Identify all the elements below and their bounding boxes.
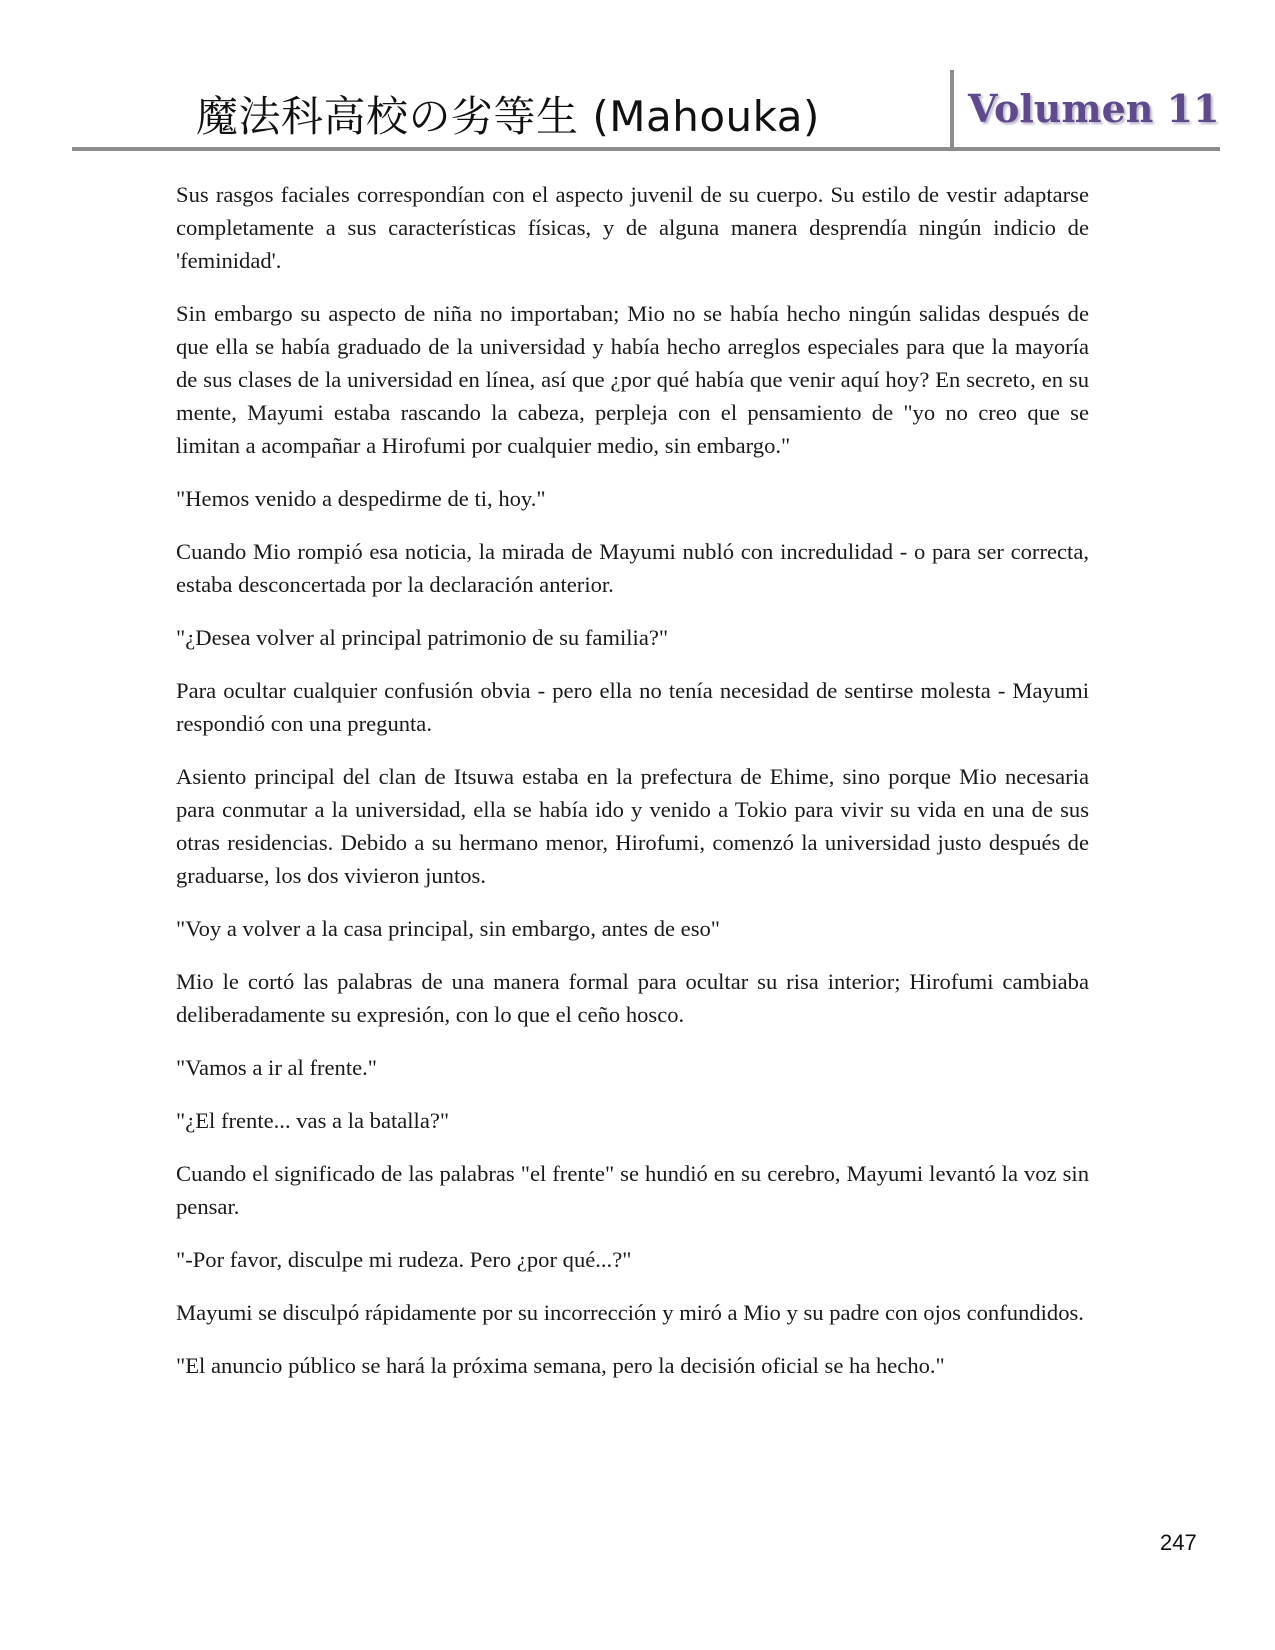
series-title: 魔法科高校の劣等生 (Mahouka) xyxy=(196,92,820,141)
paragraph: "¿El frente... vas a la batalla?" xyxy=(176,1108,450,1133)
paragraph: Sin embargo su aspecto de niña no importaban; Mio no se había hecho ningún salidas después de que ella se había graduado de la universidad y había hecho arreglos especiales para que la mayoría de sus clases de la universidad en línea, así que ¿por qué había que venir aquí hoy? En secreto, en su mente, Mayumi estaba rascando la cabeza, perpleja con el pensamiento de "yo no creo que se limitan a acompañar a Hirofumi por cualquier medio, sin embargo." xyxy=(176,301,1089,458)
page-number: 247 xyxy=(1160,1530,1197,1555)
header-divider xyxy=(950,70,954,148)
paragraph: "Hemos venido a despedirme de ti, hoy." xyxy=(176,486,546,511)
paragraph: "El anuncio público se hará la próxima semana, pero la decisión oficial se ha hecho." xyxy=(176,1353,945,1378)
paragraph: Para ocultar cualquier confusión obvia - pero ella no tenía necesidad de sentirse molesta - Mayumi respondió con una pregunta. xyxy=(176,678,1089,736)
paragraph: Cuando el significado de las palabras "el frente" se hundió en su cerebro, Mayumi levantó la voz sin pensar. xyxy=(176,1161,1089,1219)
paragraph: "Vamos a ir al frente." xyxy=(176,1055,378,1080)
paragraph: "¿Desea volver al principal patrimonio de su familia?" xyxy=(176,625,669,650)
page-header xyxy=(72,70,1220,150)
paragraph: Cuando Mio rompió esa noticia, la mirada de Mayumi nubló con incredulidad - o para ser correcta, estaba desconcertada por la declaración anterior. xyxy=(176,539,1089,597)
paragraph: "-Por favor, disculpe mi rudeza. Pero ¿por qué...?" xyxy=(176,1247,632,1272)
header-rule xyxy=(72,147,1220,151)
paragraph: Asiento principal del clan de Itsuwa estaba en la prefectura de Ehime, sino porque Mio necesaria para conmutar a la universidad, ella se había ido y venido a Tokio para vivir su vida en una de sus otras residencias. Debido a su hermano menor, Hirofumi, comenzó la universidad justo después de graduarse, los dos vivieron juntos. xyxy=(176,764,1089,888)
body-text xyxy=(176,178,1089,1402)
paragraph: Mayumi se disculpó rápidamente por su incorrección y miró a Mio y su padre con ojos confundidos. xyxy=(176,1300,1084,1325)
paragraph: Mio le cortó las palabras de una manera formal para ocultar su risa interior; Hirofumi cambiaba deliberadamente su expresión, con lo que el ceño hosco. xyxy=(176,969,1089,1027)
paragraph: "Voy a volver a la casa principal, sin embargo, antes de eso" xyxy=(176,916,721,941)
paragraph: Sus rasgos faciales correspondían con el aspecto juvenil de su cuerpo. Su estilo de vestir adaptarse completamente a sus características físicas, y de alguna manera desprendía ningún indicio de 'feminidad'. xyxy=(176,182,1089,273)
volume-label: Volumen 11 xyxy=(968,86,1220,131)
